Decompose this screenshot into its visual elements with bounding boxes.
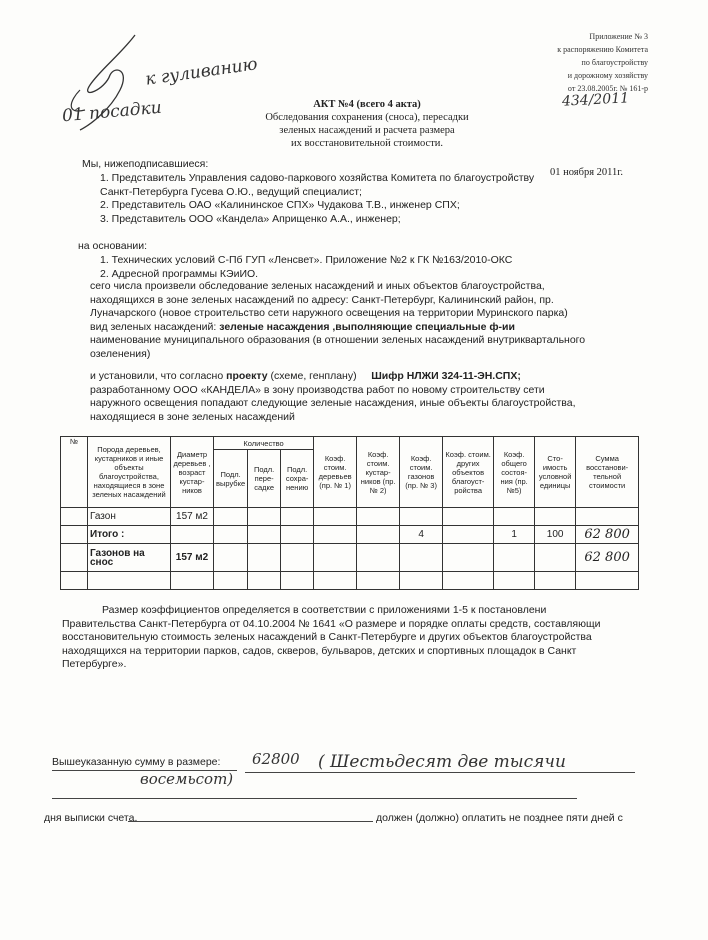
table-header-row [61, 437, 639, 450]
title-line-3: зеленых насаждений и расчета размера [279, 125, 455, 136]
col-unit: Сто-имость условной единицы [535, 437, 576, 508]
appendix-line: к распоряжению Комитета [557, 45, 648, 54]
title-line-2: Обследования сохранения (сноса), пересадки [265, 112, 469, 123]
paragraph-line: Луначарского (новое строительство сети наружного освещения на территории Муринского парка) [90, 307, 568, 319]
intro-text: Мы, нижеподписавшиеся: [82, 158, 209, 170]
paragraph-line: наименование муниципального образования (в отношении зеленых насаждений внутриквартального [90, 334, 586, 346]
handwritten-number: 434/2011 [561, 90, 630, 110]
appendix-line: Приложение № 3 [589, 32, 648, 41]
handwritten-note-2: 01 посадки [61, 97, 163, 127]
table-row [61, 526, 639, 544]
coefficients-paragraph [62, 604, 662, 672]
table-row [61, 544, 639, 572]
act-title [222, 98, 512, 150]
paragraph-line: находящихся в зоне зеленых насаждений по адресу: Санкт-Петербург, Калининский район, пр. [90, 293, 554, 306]
signatories-list [100, 172, 640, 226]
row-name: Газон [88, 508, 171, 526]
table-row [61, 572, 639, 590]
signatory-line: 1. Представитель Управления садово-паркового хозяйства Комитета по благоустройству [100, 172, 535, 184]
paragraph-line [90, 321, 650, 335]
col-q2: Подл. пере-садке [248, 450, 281, 508]
appendix-block [557, 30, 648, 95]
paragraph-line: Петербурге». [62, 658, 127, 670]
row-name: Итого : [88, 526, 171, 544]
basis-line: 2. Адресной программы КЭиИО. [100, 267, 259, 280]
row-diameter: 157 м2 [171, 544, 214, 572]
row-k5: 1 [494, 526, 535, 544]
paragraph-line: Размер коэффициентов определяется в соответствии с приложениями 1-5 к постановлени [102, 604, 547, 616]
act-date: 01 ноября 2011г. [550, 167, 624, 178]
col-k1: Коэф. стоим. деревьев (пр. № 1) [314, 437, 357, 508]
appendix-line: и дорожному хозяйству [567, 71, 648, 80]
findings-paragraph [90, 370, 650, 424]
appendix-line: от 23.08.2005г. № 161-р [567, 84, 648, 93]
col-num: № [61, 437, 88, 508]
basis-line: 1. Технических условий С-Пб ГУП «Ленсвет». Приложение №2 к ГК №163/2010-ОКС [100, 254, 513, 266]
col-diameter: Диаметр деревьев , возраст кустар-ников [171, 437, 214, 508]
project-code: Шифр НЛЖИ 324-11-ЭН.СПХ; [371, 370, 521, 382]
row-diameter: 157 м2 [171, 508, 214, 526]
row-total: 62 800 [576, 526, 639, 544]
table-row [61, 508, 639, 526]
paragraph-line: находящиеся в зоне зеленых насаждений [90, 410, 295, 423]
title-line-4: их восстановительной стоимости. [290, 138, 444, 149]
valuation-table [60, 436, 639, 590]
billing-text: дня выписки счета. [44, 812, 138, 824]
col-total: Сумма восстанови-тельной стоимости [576, 437, 639, 508]
title-line-1: АКТ №4 (всего 4 акта) [313, 99, 421, 110]
signatory-line: 2. Представитель ОАО «Калининское СПХ» Чудакова Т.В., инженер СПХ; [100, 199, 460, 211]
paragraph-line: сего числа произвели обследование зеленых насаждений и иных объектов благоустройства, [90, 280, 545, 292]
col-q1: Подл. вырубке [214, 450, 248, 508]
handwritten-sum: 62800 [252, 750, 300, 768]
appendix-line: по благоустройству [581, 58, 648, 67]
sum-label: Вышеуказанную сумму в размере: [52, 756, 221, 768]
handwritten-words-1: ( Шестьдесят две тысячи [318, 752, 566, 772]
row-total: 62 800 [576, 544, 639, 572]
col-k4: Коэф. стоим. других объектов благоуст-ройства [443, 437, 494, 508]
handwritten-words-2: восемьсот) [140, 770, 234, 788]
survey-paragraph [90, 280, 650, 361]
signatory-line: Санкт-Петербурга Гусева О.Ю., ведущий специалист; [100, 185, 362, 198]
paragraph-line: разработанному ООО «КАНДЕЛА» в зону производства работ по новому строительству сети [90, 383, 545, 396]
vegetation-type-value: зеленые насаждения ,выполняющие специальные ф-ии [219, 320, 515, 333]
col-k2: Коэф. стоим. кустар-ников (пр. № 2) [357, 437, 400, 508]
basis-list [100, 254, 512, 281]
basis-label: на основании: [78, 240, 148, 252]
paragraph-line: находящихся на территории парков, садов, скверов, бульваров, детских и спортивных площадок в Санкт [62, 644, 577, 657]
row-unit: 100 [535, 526, 576, 544]
col-quantity: Количество [214, 437, 314, 450]
project-label: проекту [226, 370, 268, 382]
col-k5: Коэф. общего состоя-ния (пр.№5) [494, 437, 535, 508]
signatory-line: 3. Представитель ООО «Кандела» Априщенко А.А., инженер; [100, 212, 401, 225]
row-name: Газонов на снос [88, 544, 171, 572]
row-k3: 4 [400, 526, 443, 544]
paragraph-line: восстановительную стоимость зеленых насаждений в Санкт-Петербурге и других объектов благоустройства [62, 631, 592, 643]
col-species: Порода деревьев, кустарников и иные объекты благоустройства, находящиеся в зоне зеленых насаждений [88, 437, 171, 508]
vegetation-type-label: вид зеленых насаждений: [90, 320, 217, 333]
handwritten-note-1: к гуливанию [144, 54, 259, 90]
paragraph-line: и установили, что согласно проекту (схеме, генплану) Шифр НЛЖИ 324-11-ЭН.СПХ; [90, 370, 521, 382]
obligation-text: должен (должно) оплатить не позднее пяти дней с [376, 812, 623, 824]
col-q3: Подл. сохра-нению [281, 450, 314, 508]
paragraph-line: наружного освещения попадают следующие зеленые насаждения, иные объекты благоустройства, [90, 397, 576, 409]
col-k3: Коэф. стоим. газонов (пр. № 3) [400, 437, 443, 508]
paragraph-line: Правительства Санкт-Петербурга от 04.10.2004 № 1641 «О размере и порядке оплаты средств, составляющи [62, 617, 601, 630]
paragraph-line: озеленения) [90, 347, 151, 360]
